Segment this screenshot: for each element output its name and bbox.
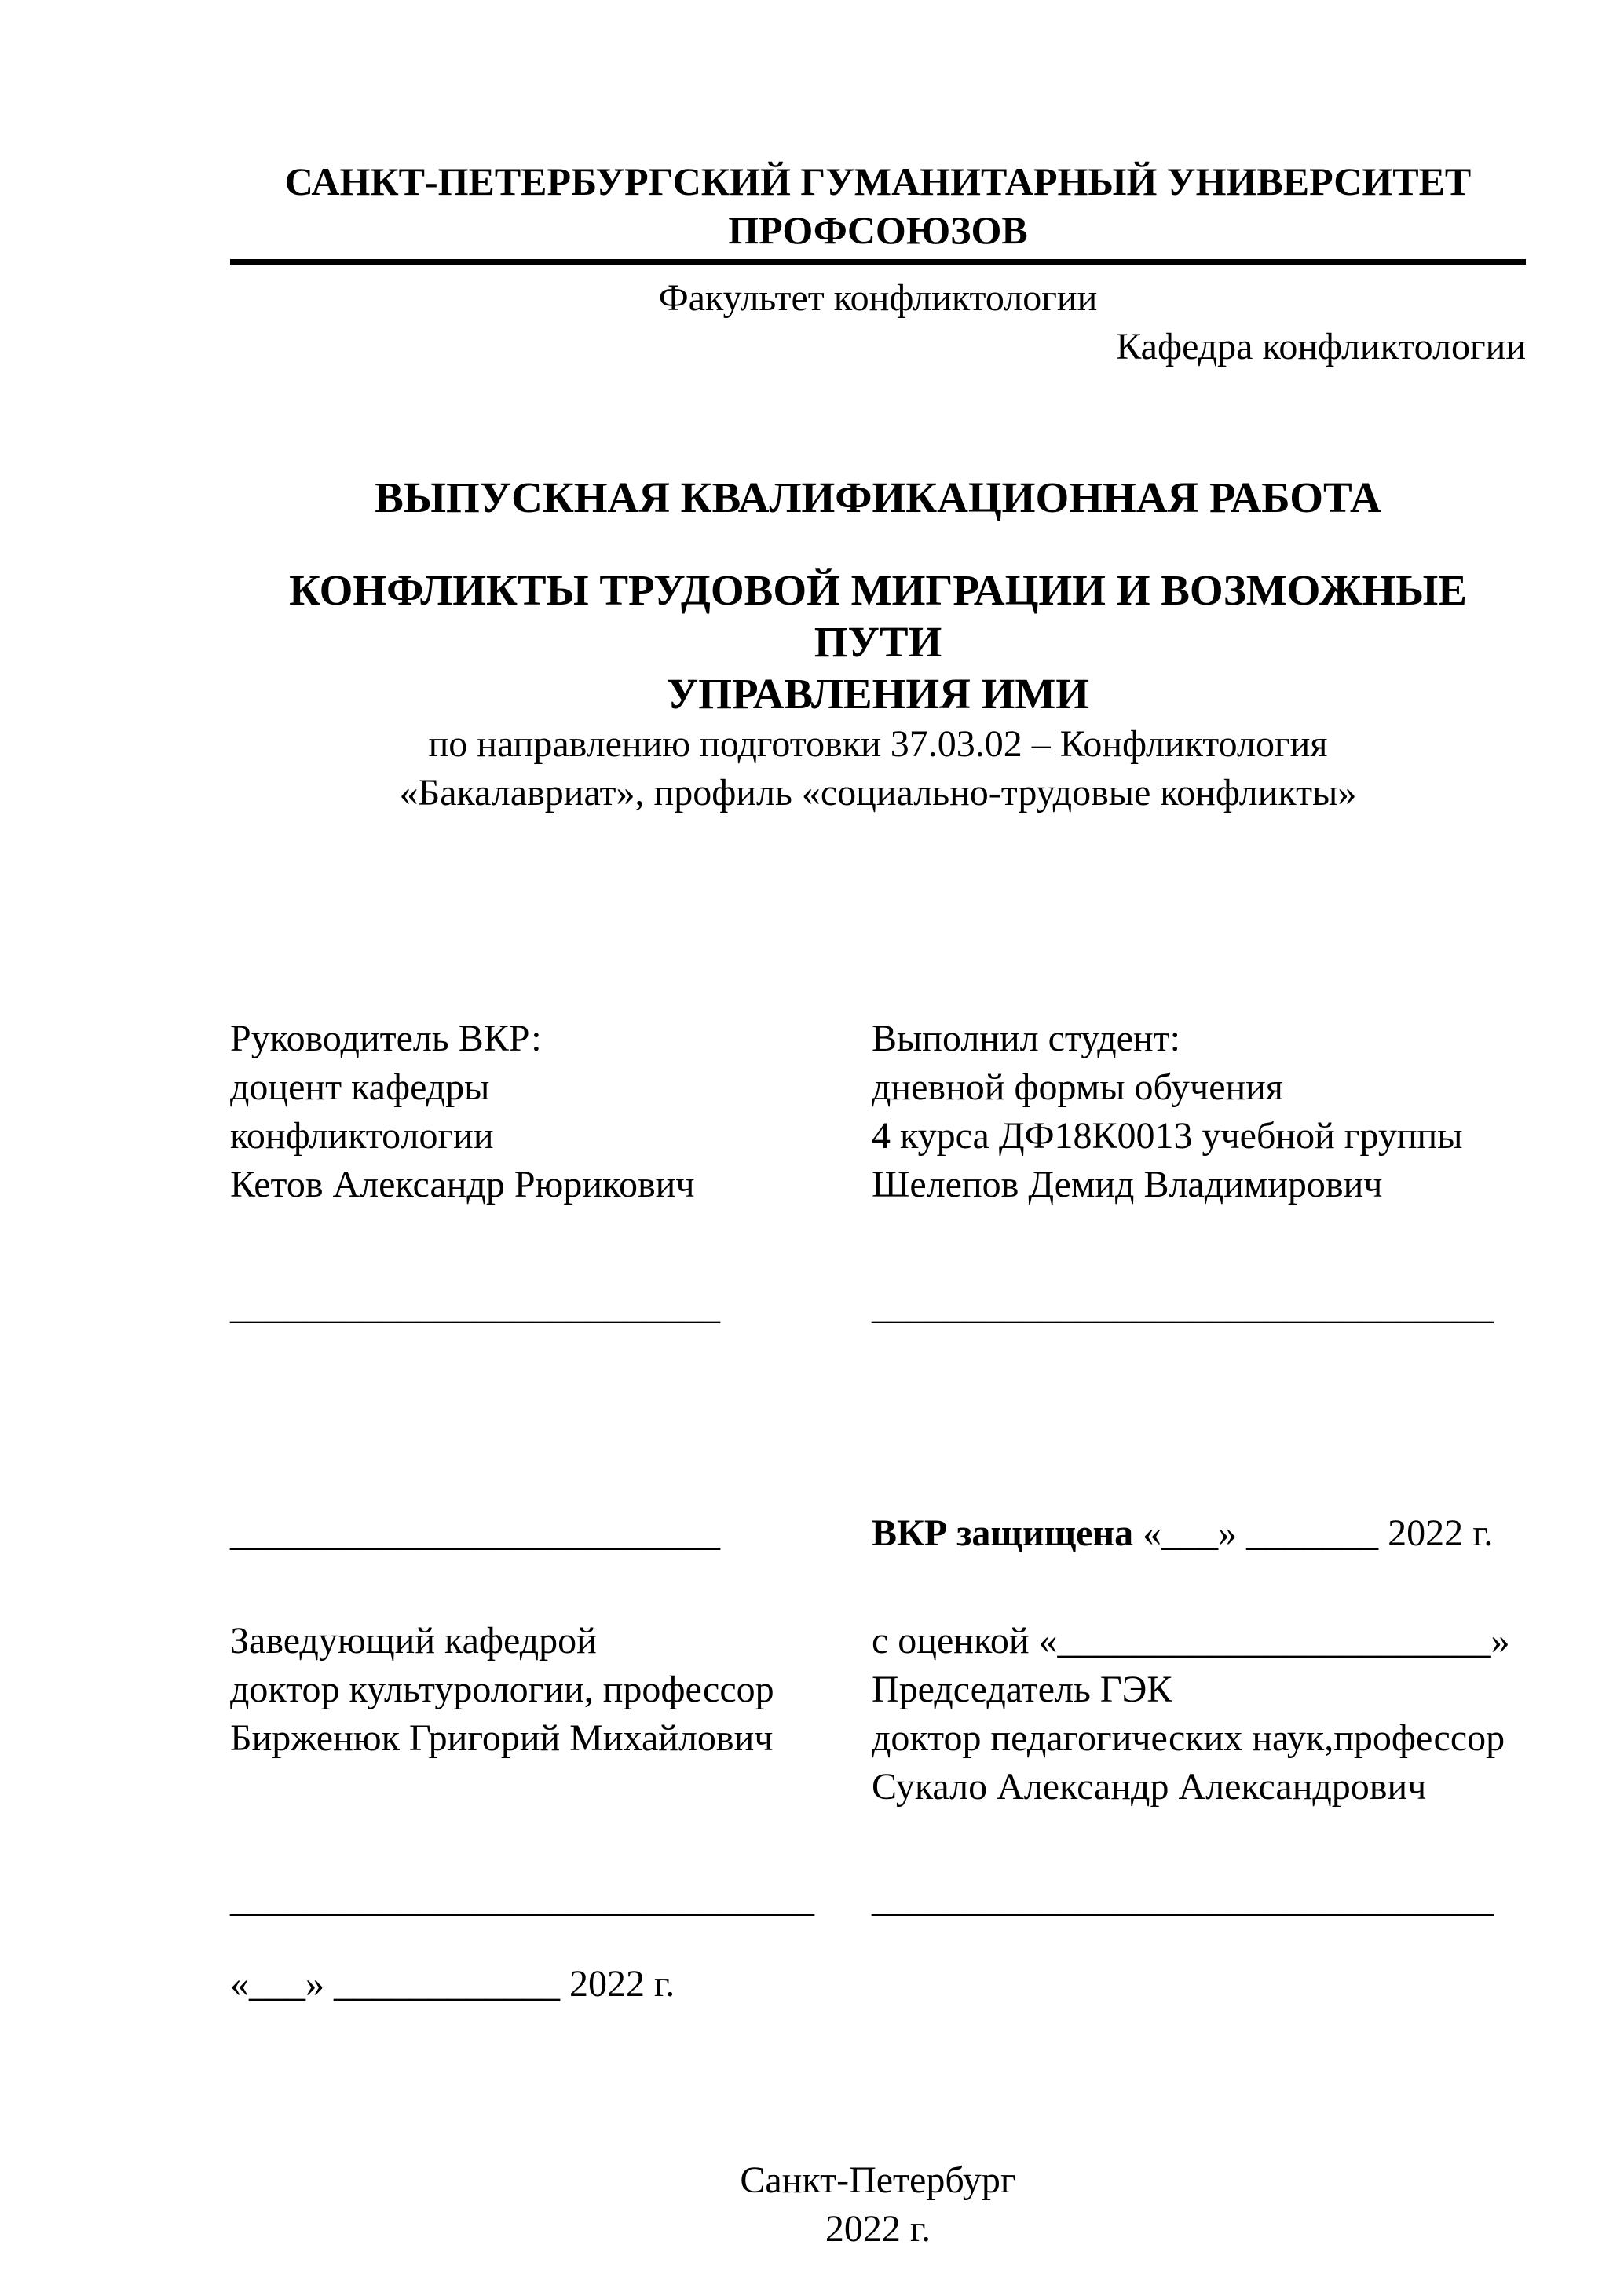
profile-line: «Бакалавриат», профиль «социально-трудовые конфликты» [399,772,1357,813]
university-name: САНКТ-ПЕТЕРБУРГСКИЙ ГУМАНИТАРНЫЙ УНИВЕРСИТЕТ ПРОФСОЮЗОВ [230,157,1526,265]
thesis-title-line1: КОНФЛИКТЫ ТРУДОВОЙ МИГРАЦИИ И ВОЗМОЖНЫЕ ПУТИ [289,566,1467,666]
head-name: Бирженюк Григорий Михайлович [230,1717,774,1759]
defense-block [230,1509,1526,1812]
student-label: Выполнил студент: [872,1018,1180,1059]
footer-year: 2022 г. [825,2208,931,2250]
department-line: Кафедра конфликтологии [1116,326,1526,367]
supervisor-position-line2: конфликтологии [230,1115,494,1157]
supervisor-column [230,1015,872,1331]
supervisor-label: Руководитель ВКР: [230,1018,542,1059]
faculty-line: Факультет конфликтологии [658,277,1098,319]
people-block [230,1015,1526,1331]
student-signature-line: _________________________________ [872,1285,1494,1327]
defended-line [872,1509,1526,1558]
footer-block [230,2156,1526,2254]
specialty-line: по направлению подготовки 37.03.02 – Конфликтология [428,723,1328,765]
committee-group [872,1617,1526,1812]
committee-chair-position: доктор педагогических наук,профессор [872,1717,1505,1759]
grade-line: с оценкой «_______________________» [872,1620,1510,1662]
head-position-line2: доктор культурологии, профессор [230,1669,774,1710]
bottom-right-signature-line: _________________________________ [872,1878,1494,1920]
head-position-line1: Заведующий кафедрой [230,1620,597,1662]
student-column [872,1015,1526,1331]
supervisor-signature-line: __________________________ [230,1285,720,1327]
thesis-title-line2: УПРАВЛЕНИЯ ИМИ [666,670,1090,718]
work-type-title: ВЫПУСКНАЯ КВАЛИФИКАЦИОННАЯ РАБОТА [375,473,1381,521]
defense-result-column [872,1509,1526,1812]
defended-label: ВКР защищена [872,1512,1134,1554]
head-of-department-group [230,1617,872,1763]
student-info-line2: 4 курса ДФ18К0013 учебной группы [872,1115,1463,1157]
student-name: Шелепов Демид Владимирович [872,1164,1383,1205]
head-of-department-column [230,1509,872,1812]
date-blank-line: «___» ____________ 2022 г. [230,1963,675,2005]
footer-city: Санкт-Петербург [740,2159,1016,2201]
committee-chair-label: Председатель ГЭК [872,1669,1172,1710]
supervisor-position-line1: доцент кафедры [230,1066,490,1108]
department-signature-line: __________________________ [230,1512,720,1554]
defended-date-blank: «___» _______ 2022 г. [1133,1512,1494,1554]
bottom-signatures-block [230,1875,1526,1924]
committee-chair-name: Сукало Александр Александрович [872,1766,1427,1808]
bottom-left-signature-line: _______________________________ [230,1878,814,1920]
student-info-line1: дневной формы обучения [872,1066,1283,1108]
supervisor-name: Кетов Александр Рюрикович [230,1164,695,1205]
